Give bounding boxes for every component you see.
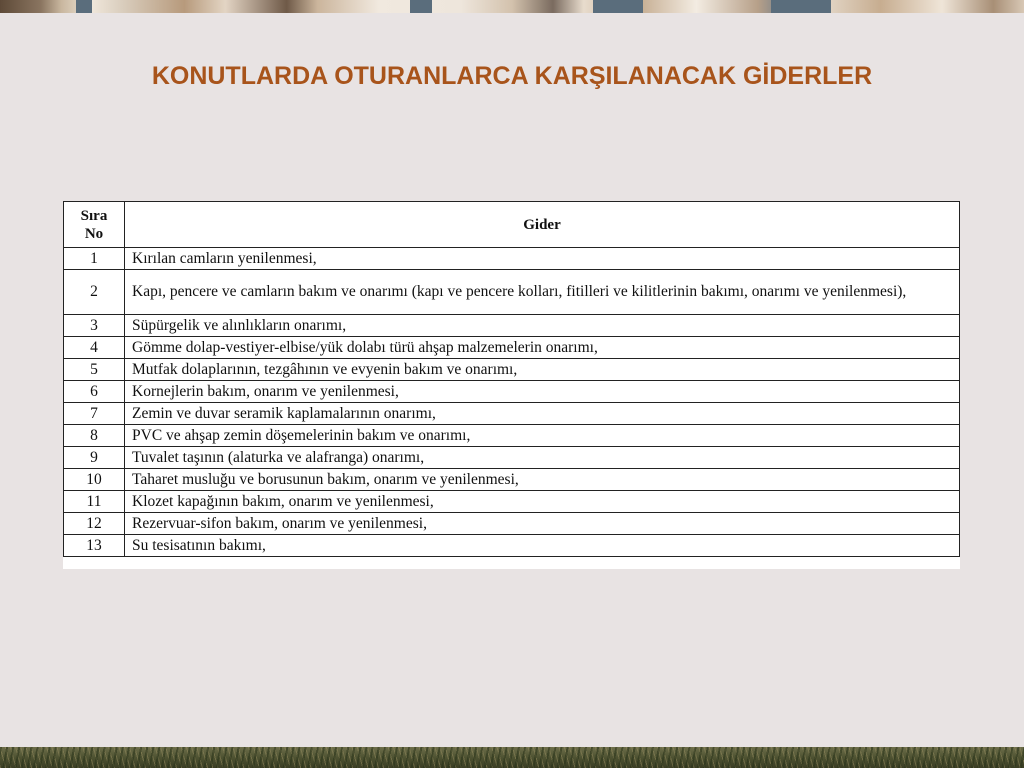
slide-title: KONUTLARDA OTURANLARCA KARŞILANACAK GİDERLER — [151, 62, 873, 90]
table-row — [64, 491, 960, 513]
table-row — [64, 513, 960, 535]
row-gider: Tuvalet taşının (alaturka ve alafranga) onarımı, — [125, 447, 960, 469]
table-row — [64, 535, 960, 557]
row-number: 6 — [64, 381, 125, 403]
row-gider: Mutfak dolaplarının, tezgâhının ve evyenin bakım ve onarımı, — [125, 359, 960, 381]
row-gider: Taharet musluğu ve borusunun bakım, onarım ve yenilenmesi, — [125, 469, 960, 491]
table-row — [64, 270, 960, 315]
expenses-table — [63, 201, 960, 557]
row-number: 5 — [64, 359, 125, 381]
top-building-photo — [0, 0, 1024, 13]
row-number: 1 — [64, 248, 125, 270]
row-number: 13 — [64, 535, 125, 557]
row-number: 11 — [64, 491, 125, 513]
table-row — [64, 469, 960, 491]
column-header-no — [64, 202, 125, 248]
building-window — [410, 0, 432, 13]
table-row — [64, 425, 960, 447]
building-window — [593, 0, 643, 13]
row-number: 10 — [64, 469, 125, 491]
row-gider: PVC ve ahşap zemin döşemelerinin bakım ve onarımı, — [125, 425, 960, 447]
row-gider: Süpürgelik ve alınlıkların onarımı, — [125, 315, 960, 337]
row-gider: Zemin ve duvar seramik kaplamalarının onarımı, — [125, 403, 960, 425]
row-gider: Rezervuar-sifon bakım, onarım ve yenilenmesi, — [125, 513, 960, 535]
table-row — [64, 359, 960, 381]
table-row — [64, 315, 960, 337]
column-header-no-line2: No — [84, 225, 104, 242]
expenses-table-image — [63, 201, 960, 569]
building-window — [76, 0, 92, 13]
bottom-grass-photo — [0, 747, 1024, 768]
row-number: 2 — [64, 270, 125, 315]
table-row — [64, 403, 960, 425]
table-row — [64, 447, 960, 469]
row-number: 8 — [64, 425, 125, 447]
row-number: 4 — [64, 337, 125, 359]
row-gider: Su tesisatının bakımı, — [125, 535, 960, 557]
column-header-no-line1: Sıra — [80, 207, 108, 224]
row-gider: Gömme dolap-vestiyer-elbise/yük dolabı türü ahşap malzemelerin onarımı, — [125, 337, 960, 359]
row-number: 7 — [64, 403, 125, 425]
row-gider: Kapı, pencere ve camların bakım ve onarımı (kapı ve pencere kolları, fitilleri ve kilitlerinin bakımı, onarımı ve yenilenmesi), — [125, 270, 960, 315]
row-number: 12 — [64, 513, 125, 535]
row-gider: Kornejlerin bakım, onarım ve yenilenmesi, — [125, 381, 960, 403]
row-number: 9 — [64, 447, 125, 469]
row-gider: Klozet kapağının bakım, onarım ve yenilenmesi, — [125, 491, 960, 513]
row-number: 3 — [64, 315, 125, 337]
column-header-gider: Gider — [125, 202, 960, 248]
building-window — [771, 0, 831, 13]
row-gider: Kırılan camların yenilenmesi, — [125, 248, 960, 270]
table-row — [64, 381, 960, 403]
table-row — [64, 337, 960, 359]
table-header-row — [64, 202, 960, 248]
table-row — [64, 248, 960, 270]
